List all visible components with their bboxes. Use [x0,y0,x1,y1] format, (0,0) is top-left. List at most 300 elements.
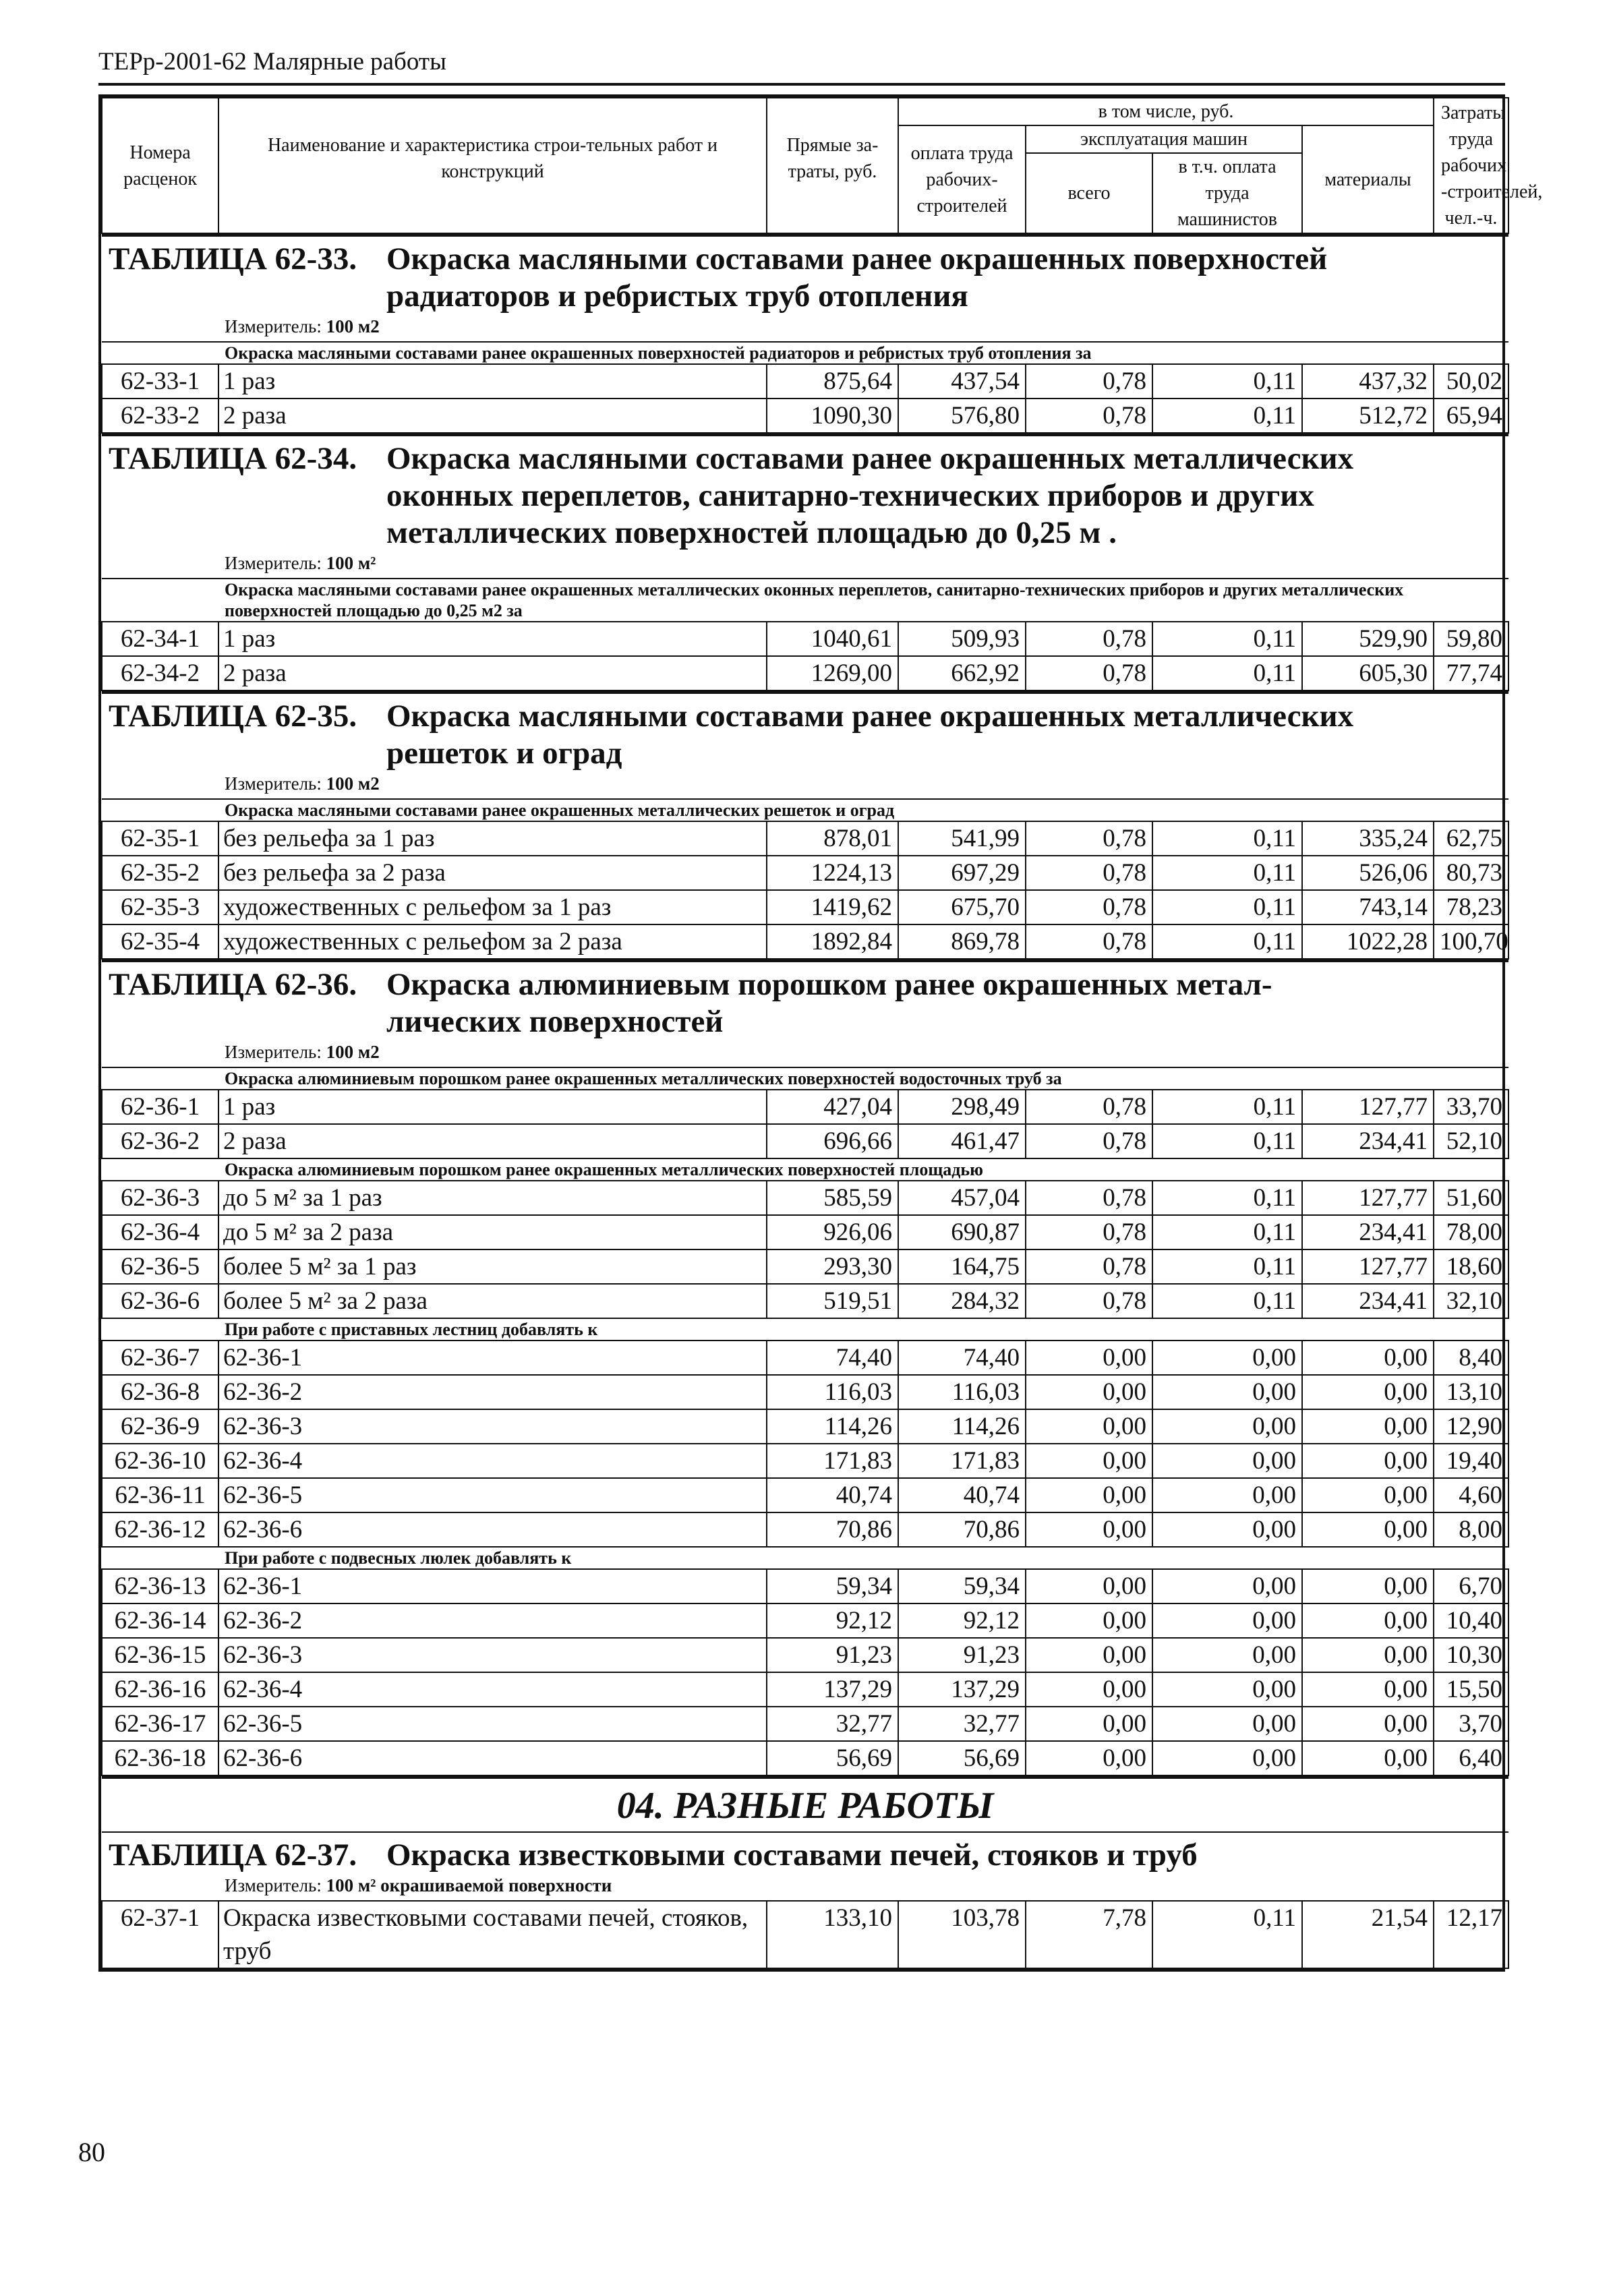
group-heading-text: Окраска алюминиевым порошком ранее окрашенных металлических поверхностей площадью [225,1160,984,1179]
running-header: ТЕРр-2001-62 Малярные работы [98,48,446,76]
rates-document [98,94,1543,1972]
labor-hours: 59,80 [1434,622,1508,656]
direct-cost: 59,34 [767,1569,898,1603]
table-row [102,1901,1508,1968]
col-name-header: Наименование и характеристика строи-тельных работ и конструкций [218,98,767,233]
direct-cost: 74,40 [767,1341,898,1375]
table-row [102,656,1508,690]
direct-cost: 1224,13 [767,856,898,890]
table-title-line: Окраска алюминиевым порошком ранее окрашенных метал- [386,967,1272,1002]
machine-cost: 0,78 [1026,399,1152,433]
measure-unit [102,552,1508,579]
direct-cost: 32,77 [767,1707,898,1741]
worker-wages: 59,34 [898,1569,1026,1603]
rate-code: 62-36-7 [102,1341,218,1375]
direct-cost: 137,29 [767,1672,898,1707]
machine-cost: 0,00 [1026,1707,1152,1741]
machinist-wages: 0,00 [1152,1569,1302,1603]
materials-cost: 0,00 [1302,1409,1434,1444]
rate-table [101,1776,1509,1969]
worker-wages: 697,29 [898,856,1026,890]
direct-cost: 171,83 [767,1444,898,1478]
machine-cost: 0,00 [1026,1444,1152,1478]
machine-cost: 0,00 [1026,1603,1152,1638]
measure-unit [102,772,1508,799]
worker-wages: 869,78 [898,924,1026,959]
machinist-wages: 0,11 [1152,622,1302,656]
table-number: ТАБЛИЦА 62-34. [109,441,357,476]
table-title-line: лических поверхностей [386,1004,724,1039]
work-name: 2 раза [218,656,767,690]
measure-label: Измеритель: [225,316,322,336]
direct-cost: 91,23 [767,1638,898,1672]
labor-hours: 4,60 [1434,1478,1508,1512]
measure-unit [102,1874,1508,1901]
rate-code: 62-37-1 [102,1901,218,1968]
work-name: 62-36-3 [218,1409,767,1444]
machine-cost: 0,00 [1026,1638,1152,1672]
table-title [102,235,1508,315]
labor-hours: 19,40 [1434,1444,1508,1478]
worker-wages: 662,92 [898,656,1026,690]
table-number: ТАБЛИЦА 62-37. [109,1837,357,1873]
machine-cost: 0,00 [1026,1341,1152,1375]
work-name: 2 раза [218,399,767,433]
rate-table [101,691,1509,960]
labor-hours: 52,10 [1434,1124,1508,1158]
worker-wages: 32,77 [898,1707,1026,1741]
worker-wages: 457,04 [898,1181,1026,1215]
rate-code: 62-36-12 [102,1512,218,1547]
work-name: 62-36-3 [218,1638,767,1672]
col-direct-header: Прямые за-траты, руб. [767,98,898,233]
labor-hours: 10,30 [1434,1638,1508,1672]
machine-cost: 0,78 [1026,856,1152,890]
direct-cost: 1892,84 [767,924,898,959]
direct-cost: 56,69 [767,1741,898,1775]
direct-cost: 114,26 [767,1409,898,1444]
direct-cost: 878,01 [767,821,898,856]
labor-hours: 78,23 [1434,890,1508,924]
measure-label: Измеритель: [225,553,322,573]
rate-table [101,960,1509,1776]
machinist-wages: 0,00 [1152,1672,1302,1707]
machinist-wages: 0,00 [1152,1603,1302,1638]
materials-cost: 127,77 [1302,1249,1434,1284]
worker-wages: 116,03 [898,1375,1026,1409]
materials-cost: 743,14 [1302,890,1434,924]
direct-cost: 1090,30 [767,399,898,433]
materials-cost: 0,00 [1302,1512,1434,1547]
machinist-wages: 0,11 [1152,1284,1302,1318]
direct-cost: 926,06 [767,1215,898,1249]
machine-cost: 0,00 [1026,1512,1152,1547]
rate-code: 62-36-5 [102,1249,218,1284]
work-name: Окраска известковыми составами печей, стояков, труб [218,1901,767,1968]
measure-label: Измеритель: [225,1875,322,1895]
machinist-wages: 0,11 [1152,1215,1302,1249]
machinist-wages: 0,11 [1152,656,1302,690]
machine-cost: 0,78 [1026,1124,1152,1158]
group-heading [102,1318,1508,1341]
table-row [102,1741,1508,1775]
materials-cost: 1022,28 [1302,924,1434,959]
table-row [102,1444,1508,1478]
machinist-wages: 0,00 [1152,1512,1302,1547]
work-name: без рельефа за 2 раза [218,856,767,890]
labor-hours: 3,70 [1434,1707,1508,1741]
machine-cost: 0,78 [1026,622,1152,656]
rate-code: 62-36-13 [102,1569,218,1603]
labor-hours: 12,90 [1434,1409,1508,1444]
machine-cost: 0,78 [1026,1284,1152,1318]
measure-value: 100 м² окрашиваемой поверхности [326,1875,612,1895]
col-labor-header: Затраты труда рабочих -строителей, чел.-ч. [1434,98,1508,233]
labor-hours: 50,02 [1434,364,1508,399]
table-number: ТАБЛИЦА 62-36. [109,967,357,1002]
table-row [102,1603,1508,1638]
materials-cost: 0,00 [1302,1341,1434,1375]
worker-wages: 675,70 [898,890,1026,924]
machinist-wages: 0,11 [1152,1249,1302,1284]
machinist-wages: 0,00 [1152,1375,1302,1409]
rate-code: 62-36-18 [102,1741,218,1775]
worker-wages: 171,83 [898,1444,1026,1478]
table-number: ТАБЛИЦА 62-33. [109,241,357,276]
work-name: 62-36-6 [218,1512,767,1547]
group-heading-text: При работе с подвесных люлек добавлять к [225,1548,572,1568]
machinist-wages: 0,11 [1152,1090,1302,1124]
worker-wages: 690,87 [898,1215,1026,1249]
materials-cost: 0,00 [1302,1375,1434,1409]
materials-cost: 234,41 [1302,1215,1434,1249]
materials-cost: 234,41 [1302,1124,1434,1158]
work-name: 62-36-1 [218,1569,767,1603]
table-title [102,961,1508,1040]
machine-cost: 0,00 [1026,1375,1152,1409]
direct-cost: 70,86 [767,1512,898,1547]
worker-wages: 74,40 [898,1341,1026,1375]
materials-cost: 0,00 [1302,1569,1434,1603]
group-heading [102,1547,1508,1569]
labor-hours: 12,17 [1434,1901,1508,1968]
table-title-line: решеток и оград [386,736,622,771]
table-row [102,1090,1508,1124]
column-header-table [101,97,1543,234]
group-heading [102,579,1508,622]
materials-cost: 512,72 [1302,399,1434,433]
work-name: без рельефа за 1 раз [218,821,767,856]
table-row [102,821,1508,856]
materials-cost: 0,00 [1302,1741,1434,1775]
table-title-line: оконных переплетов, санитарно-технических приборов и других [386,478,1314,513]
direct-cost: 1040,61 [767,622,898,656]
work-name: 62-36-2 [218,1603,767,1638]
machine-cost: 0,78 [1026,1215,1152,1249]
labor-hours: 77,74 [1434,656,1508,690]
work-name: более 5 м² за 1 раз [218,1249,767,1284]
rate-code: 62-33-2 [102,399,218,433]
work-name: 62-36-1 [218,1341,767,1375]
rate-code: 62-36-2 [102,1124,218,1158]
table-title-line: радиаторов и ребристых труб отопления [386,278,968,314]
labor-hours: 62,75 [1434,821,1508,856]
rate-code: 62-34-1 [102,622,218,656]
rate-code: 62-33-1 [102,364,218,399]
table-title-line: металлических поверхностей площадью до 0,25 м . [386,515,1117,550]
table-title [102,435,1508,552]
worker-wages: 91,23 [898,1638,1026,1672]
labor-hours: 8,00 [1434,1512,1508,1547]
table-title-line: Окраска известковыми составами печей, стояков и труб [386,1837,1198,1873]
table-title [102,693,1508,772]
table-row [102,1124,1508,1158]
labor-hours: 8,40 [1434,1341,1508,1375]
machinist-wages: 0,11 [1152,399,1302,433]
labor-hours: 51,60 [1434,1181,1508,1215]
worker-wages: 137,29 [898,1672,1026,1707]
work-name: 62-36-5 [218,1478,767,1512]
measure-value: 100 м² [326,553,376,573]
table-row [102,1249,1508,1284]
direct-cost: 40,74 [767,1478,898,1512]
col-machines-total-header: всего [1026,153,1152,233]
worker-wages: 284,32 [898,1284,1026,1318]
rate-code: 62-35-4 [102,924,218,959]
rate-code: 62-36-9 [102,1409,218,1444]
machine-cost: 0,00 [1026,1409,1152,1444]
rate-code: 62-36-3 [102,1181,218,1215]
machine-cost: 0,78 [1026,890,1152,924]
direct-cost: 427,04 [767,1090,898,1124]
work-name: 62-36-2 [218,1375,767,1409]
machinist-wages: 0,00 [1152,1478,1302,1512]
machine-cost: 0,78 [1026,1249,1152,1284]
machinist-wages: 0,00 [1152,1707,1302,1741]
worker-wages: 114,26 [898,1409,1026,1444]
direct-cost: 133,10 [767,1901,898,1968]
work-name: 62-36-4 [218,1672,767,1707]
machine-cost: 0,78 [1026,364,1152,399]
table-row [102,1512,1508,1547]
labor-hours: 65,94 [1434,399,1508,433]
rate-tables [101,234,1508,1969]
group-heading-text: Окраска алюминиевым порошком ранее окрашенных металлических поверхностей водосточных труб за [225,1069,1062,1088]
work-name: до 5 м² за 2 раза [218,1215,767,1249]
direct-cost: 293,30 [767,1249,898,1284]
machinist-wages: 0,11 [1152,924,1302,959]
machine-cost: 0,00 [1026,1569,1152,1603]
materials-cost: 0,00 [1302,1638,1434,1672]
rate-code: 62-34-2 [102,656,218,690]
machine-cost: 0,78 [1026,656,1152,690]
rate-code: 62-35-1 [102,821,218,856]
machine-cost: 0,78 [1026,821,1152,856]
group-heading-text: Окраска масляными составами ранее окрашенных металлических решеток и оград [225,800,895,820]
measure-value: 100 м2 [326,773,380,794]
machinist-wages: 0,00 [1152,1409,1302,1444]
worker-wages: 576,80 [898,399,1026,433]
work-name: 2 раза [218,1124,767,1158]
machinist-wages: 0,00 [1152,1638,1302,1672]
machinist-wages: 0,11 [1152,821,1302,856]
table-row [102,1672,1508,1707]
worker-wages: 461,47 [898,1124,1026,1158]
rate-code: 62-36-15 [102,1638,218,1672]
direct-cost: 1269,00 [767,656,898,690]
direct-cost: 585,59 [767,1181,898,1215]
direct-cost: 116,03 [767,1375,898,1409]
machinist-wages: 0,11 [1152,1901,1302,1968]
page-number: 80 [78,2137,105,2167]
table-row [102,364,1508,399]
work-name: 62-36-5 [218,1707,767,1741]
table-row [102,1341,1508,1375]
worker-wages: 40,74 [898,1478,1026,1512]
direct-cost: 696,66 [767,1124,898,1158]
materials-cost: 127,77 [1302,1181,1434,1215]
materials-cost: 0,00 [1302,1478,1434,1512]
materials-cost: 335,24 [1302,821,1434,856]
header-rule [98,83,1505,86]
work-name: 62-36-4 [218,1444,767,1478]
worker-wages: 509,93 [898,622,1026,656]
machine-cost: 0,00 [1026,1741,1152,1775]
materials-cost: 437,32 [1302,364,1434,399]
labor-hours: 6,40 [1434,1741,1508,1775]
group-heading-text: Окраска масляными составами ранее окрашенных поверхностей радиаторов и ребристых труб отопления за [225,343,1092,363]
rate-table [101,434,1509,691]
worker-wages: 70,86 [898,1512,1026,1547]
measure-label: Измеритель: [225,773,322,794]
rate-code: 62-36-1 [102,1090,218,1124]
machinist-wages: 0,11 [1152,1124,1302,1158]
work-name: художественных с рельефом за 1 раз [218,890,767,924]
group-heading [102,1158,1508,1181]
materials-cost: 0,00 [1302,1603,1434,1638]
table-row [102,1569,1508,1603]
worker-wages: 56,69 [898,1741,1026,1775]
col-including-header: в том числе, руб. [898,98,1434,125]
materials-cost: 234,41 [1302,1284,1434,1318]
rate-code: 62-36-10 [102,1444,218,1478]
table-title [102,1832,1508,1874]
labor-hours: 32,10 [1434,1284,1508,1318]
rate-table [101,234,1509,434]
materials-cost: 0,00 [1302,1707,1434,1741]
table-title-line: Окраска масляными составами ранее окрашенных металлических [386,699,1354,734]
table-row [102,399,1508,433]
work-name: художественных с рельефом за 2 раза [218,924,767,959]
direct-cost: 875,64 [767,364,898,399]
work-name: 1 раз [218,622,767,656]
worker-wages: 298,49 [898,1090,1026,1124]
materials-cost: 127,77 [1302,1090,1434,1124]
direct-cost: 519,51 [767,1284,898,1318]
machine-cost: 0,00 [1026,1478,1152,1512]
rate-code: 62-36-16 [102,1672,218,1707]
group-heading [102,342,1508,364]
rate-code: 62-36-4 [102,1215,218,1249]
labor-hours: 10,40 [1434,1603,1508,1638]
rate-code: 62-36-14 [102,1603,218,1638]
col-wages-header: оплата труда рабочих-строителей [898,125,1026,233]
col-code-header: Номера расценок [102,98,218,233]
table-row [102,1181,1508,1215]
machine-cost: 0,78 [1026,1181,1152,1215]
labor-hours: 100,70 [1434,924,1508,959]
worker-wages: 164,75 [898,1249,1026,1284]
table-row [102,1215,1508,1249]
work-name: более 5 м² за 2 раза [218,1284,767,1318]
group-heading [102,1067,1508,1090]
direct-cost: 1419,62 [767,890,898,924]
rate-code: 62-36-6 [102,1284,218,1318]
materials-cost: 529,90 [1302,622,1434,656]
table-row [102,890,1508,924]
materials-cost: 0,00 [1302,1672,1434,1707]
col-materials-header: материалы [1302,125,1434,233]
labor-hours: 15,50 [1434,1672,1508,1707]
materials-cost: 21,54 [1302,1901,1434,1968]
rate-code: 62-35-3 [102,890,218,924]
work-name: 62-36-6 [218,1741,767,1775]
labor-hours: 33,70 [1434,1090,1508,1124]
table-row [102,1375,1508,1409]
work-name: до 5 м² за 1 раз [218,1181,767,1215]
table-title-line: Окраска масляными составами ранее окрашенных поверхностей [386,241,1328,276]
machinist-wages: 0,00 [1152,1444,1302,1478]
worker-wages: 103,78 [898,1901,1026,1968]
labor-hours: 78,00 [1434,1215,1508,1249]
worker-wages: 437,54 [898,364,1026,399]
table-row [102,622,1508,656]
rate-code: 62-36-17 [102,1707,218,1741]
machinist-wages: 0,00 [1152,1341,1302,1375]
machinist-wages: 0,11 [1152,364,1302,399]
labor-hours: 18,60 [1434,1249,1508,1284]
part-heading: 04. РАЗНЫЕ РАБОТЫ [102,1777,1508,1832]
direct-cost: 92,12 [767,1603,898,1638]
labor-hours: 6,70 [1434,1569,1508,1603]
materials-cost: 605,30 [1302,656,1434,690]
table-row [102,856,1508,890]
measure-value: 100 м2 [326,316,380,336]
rate-code: 62-36-11 [102,1478,218,1512]
worker-wages: 541,99 [898,821,1026,856]
worker-wages: 92,12 [898,1603,1026,1638]
machine-cost: 7,78 [1026,1901,1152,1968]
table-row [102,1284,1508,1318]
measure-label: Измеритель: [225,1042,322,1062]
materials-cost: 0,00 [1302,1444,1434,1478]
machinist-wages: 0,00 [1152,1741,1302,1775]
table-title-line: Окраска масляными составами ранее окрашенных металлических [386,441,1354,476]
machine-cost: 0,00 [1026,1672,1152,1707]
measure-unit [102,1040,1508,1067]
rate-code: 62-35-2 [102,856,218,890]
col-machines-wages-header: в т.ч. оплата труда машинистов [1152,153,1302,233]
table-row [102,1409,1508,1444]
table-row [102,1478,1508,1512]
measure-unit [102,315,1508,342]
table-row [102,1707,1508,1741]
machine-cost: 0,78 [1026,924,1152,959]
group-heading [102,799,1508,821]
labor-hours: 13,10 [1434,1375,1508,1409]
work-name: 1 раз [218,364,767,399]
machinist-wages: 0,11 [1152,890,1302,924]
